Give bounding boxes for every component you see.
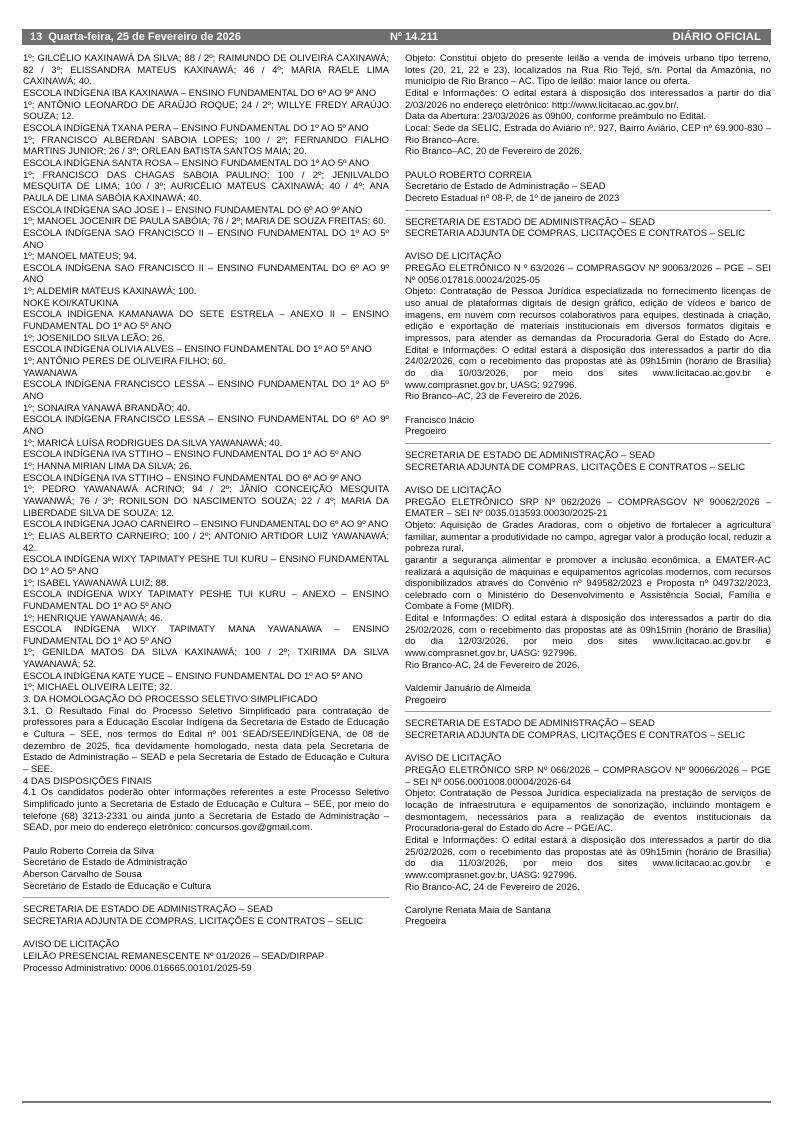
org-subname: SECRETARIA ADJUNTA DE COMPRAS, LICITAÇÕES E CONTRATOS – SELIC xyxy=(405,461,746,473)
text-paragraph: Objeto: Aquisição de Grades Aradoras, com o objetivo de fortalecer a agricultura familiar, aumentar a produtividade no campo, agregar valor à produção local, reduzir a pobreza rural, xyxy=(405,519,771,555)
text-paragraph: ESCOLA INDÍGENA WIXY TAPIMATY MANA YAWANAWA – ENSINO FUNDAMENTAL DO 1º AO 5º ANO xyxy=(23,624,389,647)
text-paragraph: 1º; SONAIRA YANAWÁ BRANDÃO; 40. xyxy=(23,402,190,414)
text-paragraph: ESCOLA INDÍGENA SANTA ROSA – ENSINO FUNDAMENTAL DO 1º AO 5º ANO xyxy=(23,157,370,169)
notice-heading: AVISO DE LICITAÇÃO xyxy=(405,251,502,263)
org-subname: SECRETARIA ADJUNTA DE COMPRAS, LICITAÇÕES E CONTRATOS – SELIC xyxy=(23,915,364,927)
page-number: 13 xyxy=(30,31,43,43)
page-header xyxy=(22,29,771,45)
signature-line: Secretário de Estado de Educação e Cultura xyxy=(23,880,212,892)
issue-date: Quarta-feira, 25 de Fevereiro de 2026 xyxy=(48,31,241,43)
org-name: SECRETARIA DE ESTADO DE ADMINISTRAÇÃO – SEAD xyxy=(405,449,655,461)
text-paragraph: ESCOLA INDÍGENA SAO JOSE I – ENSINO FUNDAMENTAL DO 6º AO 9º ANO xyxy=(23,204,363,216)
text-paragraph: ESCOLA INDÍGENA SAO FRANCISCO II – ENSINO FUNDAMENTAL DO 1º AO 5º ANO xyxy=(23,227,389,251)
notice-heading: AVISO DE LICITAÇÃO xyxy=(405,753,502,765)
signature-line: Secretário de Estado de Administração – SEAD xyxy=(405,181,606,193)
footer-rule xyxy=(22,1101,771,1103)
text-paragraph: 1º; GILCÉLIO KAXINAWÁ DA SILVA; 88 / 2º; RAIMUNDO DE OLIVEIRA CAXINAWÁ; 82 / 3º; ELISSANDRA MATEUS KAXINAWÁ; 46 / 4º; MARIA RAELE LIMA CAXINAWÁ; 40. xyxy=(23,53,389,88)
signature-line: Pregoeiro xyxy=(405,694,447,706)
text-paragraph: Edital e Informações: O edital estará à disposição dos interessados a partir do dia 25/02/2026, com o recebimento das propostas até às 09h15min (horário de Brasília) do dia 11/03/2026, por meio dos sites www.licitacao.ac.gov.br e www.comprasnet.gov.br, UASG: 927996. xyxy=(405,834,771,881)
text-paragraph: Objeto: Constitui objeto do presente leilão a venda de imóveis urbano tipo terreno, lotes (20, 21, 22 e 23), localizados na Rua Rio Tejó, s/n. Portal da Amazônia, no município de Rio Branco – AC. Tipo de leilão: maior lance ou oferta. xyxy=(405,53,771,88)
right-top-paragraphs xyxy=(405,53,771,158)
text-paragraph: 1º; ANTÔNIO LEONARDO DE ARAÚJO ROQUE; 24 / 2º; WILLYE FREDY ARAÚJO SOUZA; 12. xyxy=(23,99,389,123)
text-paragraph: NOKE KOI/KATUKINA xyxy=(23,297,119,309)
notice-heading: AVISO DE LICITAÇÃO xyxy=(405,484,502,496)
signature-line: Pregoeira xyxy=(405,916,447,928)
text-paragraph: ESCOLA INDÍGENA JOAO CARNEIRO – ENSINO FUNDAMENTAL DO 6º AO 9º ANO xyxy=(23,519,389,531)
notice-heading: AVISO DE LICITAÇÃO xyxy=(23,939,120,951)
text-paragraph: YAWANAWA xyxy=(23,367,78,379)
text-paragraph: ESCOLA INDÍGENA IVA STTIHO – ENSINO FUNDAMENTAL DO 1º AO 5º ANO xyxy=(23,449,362,461)
notices-list xyxy=(405,210,771,929)
text-paragraph: ESCOLA INDÍGENA KAMANAWA DO SETE ESTRELA – ANEXO II – ENSINO FUNDAMENTAL DO 1º AO 5º ANO xyxy=(23,309,389,333)
text-paragraph: 1º; FRANCISCO DAS CHAGAS SABOIA PAULINO; 100 / 2º; JENILVALDO MESQUITA DE LIMA; 100 / 3º; AURICÉLIO MATEUS CAXINAWÁ; 40 / 4º; ANA PAULA DE LIMA SABÓIA KAXINAWÁ; 40. xyxy=(23,169,389,204)
text-paragraph: ESCOLA INDÍGENA IBA KAXINAWA – ENSINO FUNDAMENTAL DO 6º AO 9º ANO xyxy=(23,87,377,99)
text-paragraph: ESCOLA INDÍGENA SAO FRANCISCO II – ENSINO FUNDAMENTAL DO 6º AO 9º ANO xyxy=(23,262,389,286)
section-divider xyxy=(405,210,771,211)
signature-line: Carolyne Renata Maia de Santana xyxy=(405,904,551,916)
left-column xyxy=(23,53,389,974)
left-signature-block xyxy=(23,846,389,893)
text-paragraph: ESCOLA INDÍGENA FRANCISCO LESSA – ENSINO FUNDAMENTAL DO 6º AO 9º ANO xyxy=(23,414,389,437)
notice-line: LEILÃO PRESENCIAL REMANESCENTE Nº 01/2026 – SEAD/DIRPAP xyxy=(23,950,325,962)
issue-number: Nº 14.211 xyxy=(390,31,439,43)
text-paragraph: ESCOLA INDÍGENA WIXY TAPIMATY PESHE TUI KURU – ENSINO FUNDAMENTAL DO 1º AO 5º ANO xyxy=(23,554,389,577)
text-paragraph: 4 DAS DISPOSIÇÕES FINAIS xyxy=(23,775,152,787)
text-paragraph: 1º; HENRIQUE YAWANAWÁ; 46. xyxy=(23,612,163,624)
notice-title: PREGÃO ELETRÔNICO SRP Nº 066/2026 – COMPRASGOV Nº 90066/2026 – PGE – SEI Nº 0056.0001008.00004/2026-64 xyxy=(405,764,771,788)
org-name: SECRETARIA DE ESTADO DE ADMINISTRAÇÃO – SEAD xyxy=(405,216,655,228)
text-paragraph: 1º; MICHAEL OLIVEIRA LEITE; 32. xyxy=(23,682,173,694)
text-paragraph: ESCOLA INDÍGENA TXANA PERA – ENSINO FUNDAMENTAL DO 1º AO 5º ANO xyxy=(23,122,369,134)
publication-title: DIÁRIO OFICIAL xyxy=(672,31,761,43)
text-paragraph: Rio Branco–AC, 23 de Fevereiro de 2026. xyxy=(405,391,582,403)
signature-line: Pregoeiro xyxy=(405,426,447,438)
text-paragraph: 1º; FRANCISCO ALBERDAN SABOIA LOPES; 100 / 2º; FERNANDO FIALHO MARTINS JUNIOR; 26 / 3º; ORLEAN BATISTA SANTOS MAIA; 20. xyxy=(23,134,389,158)
text-paragraph: ESCOLA INDÍGENA WIXY TAPIMATY PESHE TUI KURU – ANEXO – ENSINO FUNDAMENTAL DO 1º AO 5º ANO xyxy=(23,589,389,612)
text-paragraph: 4.1 Os candidatos poderão obter informações referentes a este Processo Seletivo Simplificado junto a Secretaria de Estado de Educação e Cultura – SEE, por meio do telefone (68) 3213-2331 ou ainda junto a Secretaria de Estado de Administração – SEAD, por meio do endereço eletrônico: concursos.gov@gmail.com. xyxy=(23,787,389,834)
signature-line: Secretário de Estado de Administração xyxy=(23,857,188,869)
text-paragraph: Rio Branco-AC, 24 de Fevereiro de 2026. xyxy=(405,659,580,671)
notice-title: PREGÃO ELETRÔNICO SRP Nº 062/2026 – COMPRASGOV Nº 90062/2026 – EMATER – SEI Nº 0035.013593.00030/2025-21 xyxy=(405,496,771,520)
right-column xyxy=(405,53,771,928)
org-name: SECRETARIA DE ESTADO DE ADMINISTRAÇÃO – SEAD xyxy=(23,904,273,916)
text-paragraph: 1º; GENILDA MATOS DA SILVA KAXINAWÁ; 100 / 2º; TXIRIMA DA SILVA YAWANAWÁ; 52. xyxy=(23,647,389,671)
notice-title: PREGÃO ELETRÔNICO N º 63/2026 – COMPRASGOV Nº 90063/2026 – PGE – SEI Nº 0056.017816.00024/2025-05 xyxy=(405,263,771,286)
section-divider xyxy=(405,711,771,712)
text-paragraph: Edital e Informações: O edital estará à disposição dos interessados a partir do dia 2/03/2026 no endereço eletrônico: http://www.licitacao.ac.gov.br/. xyxy=(405,87,771,111)
left-paragraphs xyxy=(23,53,389,834)
text-paragraph: garantir a segurança alimentar e promover a inclusão econômica, a EMATER-AC realizará a aquisição de máquinas e equipamentos agrícolas modernos, com recursos disponibilizados através do Convênio nº 949582/2023 e Proposta nº 049732/2023, celebrado com o Ministério do Desenvolvimento e Assistência Social, Família e Combate à Fome (MIDR). xyxy=(405,554,771,613)
text-paragraph: 1º; MARICÁ LUÍSA RODRIGUES DA SILVA YAWANAWÁ; 40. xyxy=(23,437,283,449)
org-subname: SECRETARIA ADJUNTA DE COMPRAS, LICITAÇÕES E CONTRATOS – SELIC xyxy=(405,730,746,742)
text-paragraph: 1º; ANTÔNIO PERES DE OLIVEIRA FILHO; 60. xyxy=(23,356,226,368)
right-top-signature xyxy=(405,170,771,205)
signature-line: Francisco Inácio xyxy=(405,414,475,426)
text-paragraph: 1º; ELIAS ALBERTO CARNEIRO; 100 / 2º; ANTONIO ARTIDOR LUIZ YAWANAWÁ; 42. xyxy=(23,530,389,554)
signature-line: Aberson Carvalho de Sousa xyxy=(23,868,142,880)
section-divider xyxy=(405,443,771,444)
org-subname: SECRETARIA ADJUNTA DE COMPRAS, LICITAÇÕES E CONTRATOS – SELIC xyxy=(405,228,746,240)
text-paragraph: 1º; ALDEMIR MATEUS KAXINAWÁ; 100. xyxy=(23,286,197,298)
org-name: SECRETARIA DE ESTADO DE ADMINISTRAÇÃO – SEAD xyxy=(405,718,655,730)
text-paragraph: 1º; MANOEL JOCENIR DE PAULA SABÓIA; 76 / 2º; MARIA DE SOUZA FREITAS; 60. xyxy=(23,216,387,228)
signature-line: PAULO ROBERTO CORREIA xyxy=(405,169,532,181)
signature-line: Valdemir Januário de Almeida xyxy=(405,683,531,695)
text-paragraph: ESCOLA INDÍGENA FRANCISCO LESSA – ENSINO FUNDAMENTAL DO 1º AO 5º ANO xyxy=(23,379,389,403)
notice-line: Processo Administrativo: 0006.016665.00101/2025-59 xyxy=(23,962,252,974)
text-paragraph: Data da Abertura: 23/03/2026 às 09h00, conforme preâmbulo no Edital. xyxy=(405,111,707,123)
text-paragraph: Objeto: Contratação de Pessoa Jurídica especializada no fornecimento licenças de uso anual de plataformas digitais de design gráfico, edição de vídeos e banco de imagens, em nuvem com recursos colaborativos para equipes, destinada à criação, edição e exportação de materiais institucionais em diversos formatos digitais e impressos, para atender as demandas da Procuradoria Geral do Estado do Acre. Edital e Informações: O edital estará à disposição dos interessados a partir do dia 24/02/2026, com o recebimento das propostas até às 09h15min (horário de Brasília) do dia 10/03/2026, por meio dos sites www.licitacao.ac.gov.br e www.comprasnet.gov.br, UASG: 927996. xyxy=(405,286,771,391)
text-paragraph: Rio Branco–AC, 20 de Fevereiro de 2026. xyxy=(405,146,582,158)
text-paragraph: 3.1. O Resultado Final do Processo Seletivo Simplificado para contratação de professores para a Educação Escolar Indígena da Secretaria de Estado de Educação e Cultura – SEE, nos termos do Edital nº 001 SEAD/SEE/INDÍGENA, de 08 de dezembro de 2025, fica devidamente homologado, nesta data pela Secretaria de Estado de Administração – SEAD e pela Secretaria de Estado de Educação e Cultura – SEE. xyxy=(23,705,389,776)
signature-line: Decreto Estadual nº 08-P, de 1º de janeiro de 2023 xyxy=(405,192,620,204)
text-paragraph: ESCOLA INDÍGENA IVA STTIHO – ENSINO FUNDAMENTAL DO 6º AO 9º ANO xyxy=(23,472,362,484)
text-paragraph: 1º; PEDRO YAWANAWÁ ACRINO; 94 / 2º; JÂNIO CONCEIÇÃO MESQUITA YAWANWÁ; 76 / 3º; RONILSON DO NASCIMENTO SOUZA; 22 / 4º; MARIA DA LIBERDADE SILVA DE SOUZA; 12. xyxy=(23,484,389,519)
section-divider xyxy=(23,897,389,898)
signature-line: Paulo Roberto Correia da Silva xyxy=(23,845,154,857)
text-paragraph: Objeto: Contratação de Pessoa Jurídica especializada na prestação de serviços de locação de infraestrutura e equipamentos de sonorização, incluindo montagem e desmontagem, necessários para a realização de eventos institucionais da Procuradoria-geral do Estado do Acre – PGE/AC. xyxy=(405,788,771,835)
text-paragraph: 3. DA HOMOLOGAÇÃO DO PROCESSO SELETIVO SIMPLIFICADO xyxy=(23,694,318,706)
text-paragraph: Edital e Informações: O edital estará à disposição dos interessados a partir do dia 25/02/2026, com o recebimento das propostas até às 09h15min (horário de Brasília) do dia 12/03/2026, por meio dos sites www.licitacao.ac.gov.br e www.comprasnet.gov.br, UASG: 927996. xyxy=(405,613,771,660)
text-paragraph: ESCOLA INDÍGENA OLIVIA ALVES – ENSINO FUNDAMENTAL DO 1º AO 5º ANO xyxy=(23,344,372,356)
text-paragraph: 1º; JOSENILDO SILVA LEÃO; 26. xyxy=(23,332,165,344)
text-paragraph: 1º; MANOEL MATEUS; 94. xyxy=(23,251,137,263)
text-paragraph: 1º; ISABEL YAWANAWÁ LUIZ; 88. xyxy=(23,577,169,589)
text-paragraph: Local: Sede da SELIC, Estrada do Aviário nº. 927, Bairro Aviário, CEP nº 69.900-830 – Rio Branco–Acre. xyxy=(405,122,771,146)
text-paragraph: ESCOLA INDÍGENA KATE YUCE – ENSINO FUNDAMENTAL DO 1º AO 5º ANO xyxy=(23,670,363,682)
text-paragraph: 1º; HANNA MIRIAN LIMA DA SILVA; 26. xyxy=(23,460,192,472)
text-paragraph: Rio Branco-AC, 24 de Fevereiro de 2026. xyxy=(405,881,580,893)
